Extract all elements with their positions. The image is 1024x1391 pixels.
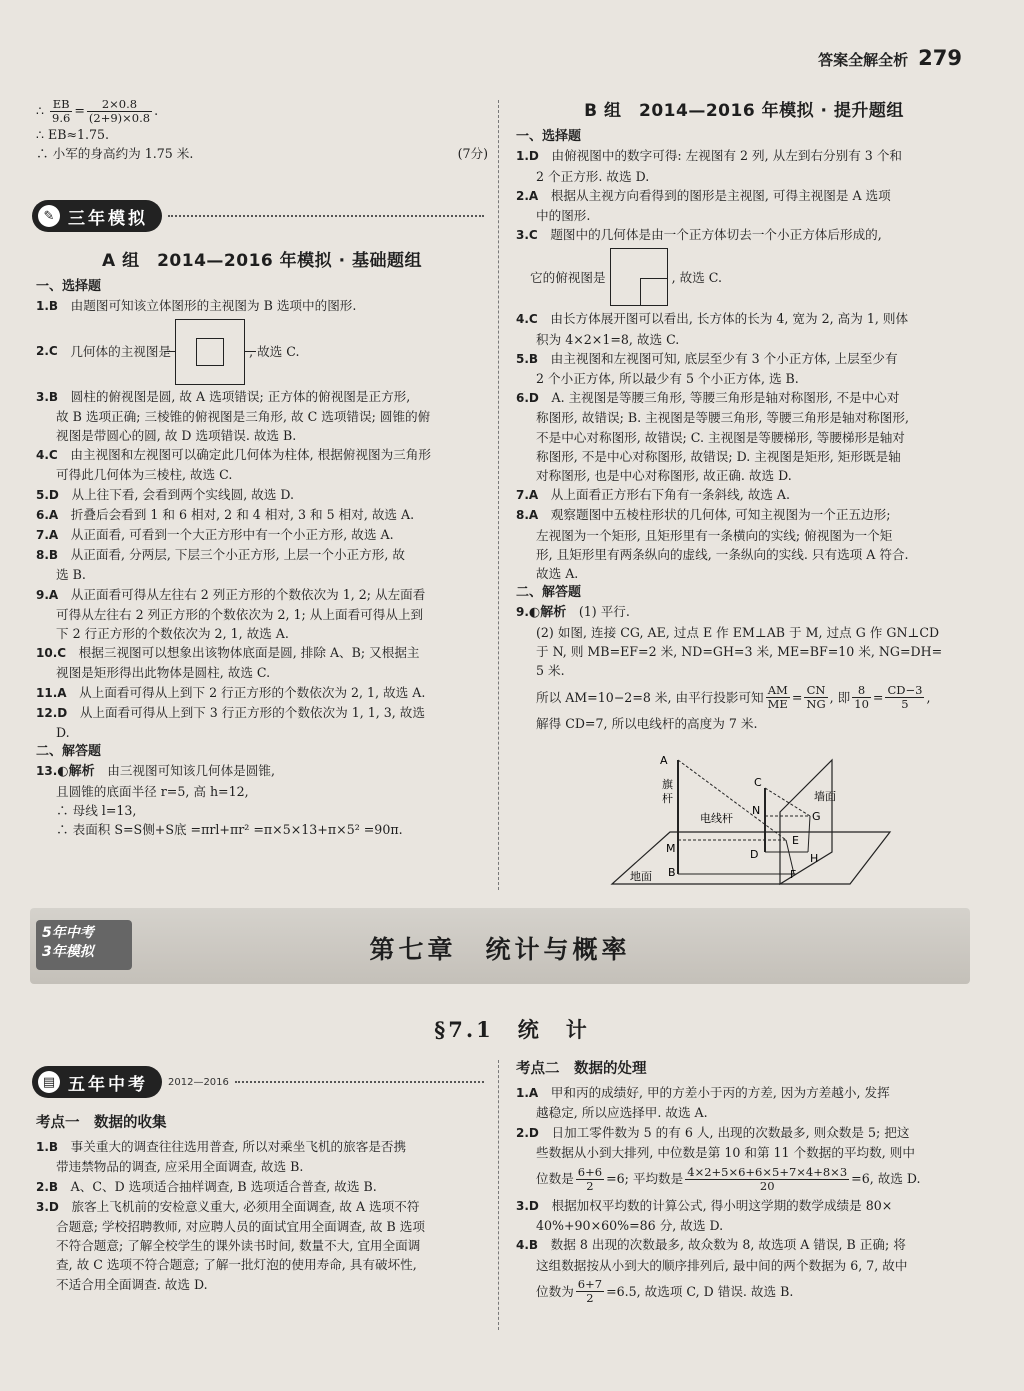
answer-number: 11.A bbox=[36, 685, 67, 700]
answer-item bbox=[516, 245, 972, 309]
answer-text: 不适合用全面调查. 故选 D. bbox=[56, 1276, 208, 1292]
answer-text: 圆柱的俯视图是圆, 故 A 选项错误; 正方体的俯视图是正方形, bbox=[70, 388, 411, 404]
label-h: H bbox=[810, 852, 819, 865]
answer-number: 5.D bbox=[36, 487, 59, 502]
answer-text: A、C、D 选项适合抽样调查, B 选项适合普查, 故选 B. bbox=[70, 1178, 377, 1194]
answer-text: 不是中心对称图形, 故错误; C. 主视图是等腰梯形, 等腰梯形是轴对 bbox=[536, 429, 905, 445]
answer-formula bbox=[516, 1162, 972, 1196]
answer-text: ∴ 母线 l=13, bbox=[56, 802, 137, 818]
section-pill-san-nian-mo-ni bbox=[32, 200, 484, 232]
numerator: 2×0.8 bbox=[101, 97, 138, 111]
answer-formula bbox=[516, 680, 972, 714]
answer-text: , 故选 C. bbox=[671, 269, 722, 285]
answer-text: 积为 4×2×1=8, 故选 C. bbox=[536, 331, 680, 347]
section-heading: 一、选择题 bbox=[516, 129, 582, 145]
label-e: E bbox=[792, 834, 799, 847]
fraction bbox=[685, 1166, 849, 1193]
answer-text: 甲和丙的成绩好, 甲的方差小于丙的方差, 因为方差越小, 发挥 bbox=[550, 1085, 890, 1101]
therefore-sign: ∴ bbox=[36, 103, 45, 118]
answer-text: 从上面看可得从上到下 2 行正方形的个数依次为 2, 1, 故选 A. bbox=[79, 684, 426, 700]
analysis-icon: ◐ bbox=[528, 605, 541, 621]
left-line bbox=[164, 351, 176, 352]
answer-text: =6.5, 故选项 C, D 错误. 故选 B. bbox=[606, 1284, 794, 1300]
answer-item bbox=[36, 703, 488, 723]
fraction bbox=[885, 684, 924, 711]
fraction bbox=[852, 684, 871, 711]
column-divider bbox=[498, 1060, 499, 1330]
answer-number: 5.B bbox=[516, 351, 539, 366]
label-wall: 墙面 bbox=[814, 790, 836, 803]
answer-text: 对称图形, 也是中心对称图形, 故正确. 故选 D. bbox=[536, 468, 792, 484]
answer-number: 9. bbox=[516, 605, 529, 620]
section-heading: 二、解答题 bbox=[516, 585, 582, 601]
year-range: 2012—2016 bbox=[168, 1076, 229, 1088]
denominator: 9.6 bbox=[52, 111, 71, 125]
left-top-block bbox=[36, 98, 488, 163]
answer-item bbox=[36, 296, 488, 316]
answer-text: 数据 8 出现的次数最多, 故众数为 8, 故选项 A 错误, B 正确; 将 bbox=[550, 1237, 906, 1253]
answer-text: =6, 故选 D. bbox=[851, 1171, 921, 1187]
answer-text: 称图形, 故错误; B. 主视图是等腰三角形, 等腰三角形是轴对称图形, bbox=[536, 410, 909, 426]
section-pill-wu-nian-zhong-kao bbox=[32, 1066, 484, 1098]
equals: = bbox=[872, 689, 884, 705]
answer-number: 8.B bbox=[36, 548, 59, 563]
top-view-figure bbox=[610, 248, 668, 306]
answer-number: 1.A bbox=[516, 1086, 539, 1101]
numerator: 6+7 bbox=[577, 1277, 603, 1292]
answer-number: 3.C bbox=[516, 228, 538, 243]
chapter-banner bbox=[30, 908, 970, 984]
answer-number: 12.D bbox=[36, 705, 68, 720]
answer-text: 不符合题意; 了解全校学生的课外读书时间, 数量不大, 宜用全面调 bbox=[56, 1238, 421, 1254]
score: (7分) bbox=[457, 146, 488, 162]
answer-text: 题图中的几何体是由一个正方体切去一个小正方体后形成的, bbox=[550, 227, 882, 243]
group-b bbox=[516, 102, 972, 733]
answer-text: 视图是矩形得出此物体是圆柱, 故选 C. bbox=[56, 665, 271, 681]
answer-text: 称图形, 不是中心对称图形, 故错误; D. 主视图是矩形, 矩形既是轴 bbox=[536, 448, 901, 464]
answer-number: 1.B bbox=[36, 1140, 59, 1155]
kaodian-2 bbox=[516, 1056, 972, 1309]
answer-text: 40%+90×60%=86 分, 故选 D. bbox=[536, 1218, 724, 1234]
answer-text: (1) 平行. bbox=[578, 604, 630, 620]
chapter-title: 第七章 统计与概率 bbox=[369, 935, 631, 964]
section-title: §7.1 统 计 bbox=[434, 1017, 590, 1042]
answer-text: 旅客上飞机前的安检意义重大, 必须用全面调查, 故 A 选项不符 bbox=[71, 1198, 420, 1214]
inner-square bbox=[196, 338, 224, 366]
denominator: ME bbox=[767, 696, 788, 711]
line-gh bbox=[808, 816, 810, 852]
answer-text: 越稳定, 所以应选择甲. 故选 A. bbox=[536, 1105, 708, 1121]
answer-number: 4.C bbox=[516, 312, 538, 327]
denominator: 20 bbox=[685, 1179, 849, 1193]
label-b: B bbox=[668, 866, 676, 879]
analysis-icon: ◐ bbox=[57, 764, 69, 780]
fraction bbox=[804, 684, 827, 711]
denominator: (2+9)×0.8 bbox=[88, 111, 151, 125]
answer-item bbox=[516, 1123, 972, 1143]
page-header bbox=[818, 46, 962, 70]
answer-item bbox=[516, 309, 972, 329]
answer-number: 13. bbox=[36, 764, 58, 779]
answer-text: 由三视图可知该几何体是圆锥, bbox=[107, 763, 275, 779]
numerator: CN bbox=[806, 682, 826, 697]
analysis-label: 解析 bbox=[540, 605, 567, 621]
answer-text: 位数是 bbox=[536, 1171, 574, 1187]
answer-text: 视图是带圆心的圆, 故 D 选项错误. 故选 B. bbox=[56, 428, 297, 444]
conclusion: ∴ 小军的身高约为 1.75 米. bbox=[36, 146, 194, 162]
answer-text: 可得此几何体为三棱柱, 故选 C. bbox=[56, 467, 233, 483]
answer-number: 3.D bbox=[36, 1199, 59, 1214]
answer-text: 从正面看可得从左往右 2 列正方形的个数依次为 1, 2; 从左面看 bbox=[70, 586, 426, 602]
dotted-rule bbox=[168, 215, 484, 217]
answer-formula bbox=[516, 1275, 972, 1309]
answer-text: 且圆锥的底面半径 r=5, 高 h=12, bbox=[56, 783, 249, 799]
fraction bbox=[766, 684, 790, 711]
answer-text: 由长方体展开图可以看出, 长方体的长为 4, 宽为 2, 高为 1, 则体 bbox=[550, 311, 909, 327]
answer-number: 4.C bbox=[36, 448, 58, 463]
label-f: F bbox=[790, 868, 797, 881]
answer-item bbox=[36, 525, 488, 545]
answer-text: 形, 且矩形里有两条纵向的虚线, 一条纵向的实线. 只有选项 A 符合. bbox=[536, 546, 909, 562]
fraction bbox=[87, 98, 152, 125]
answer-text: , 即 bbox=[829, 689, 851, 705]
wall-plane bbox=[780, 760, 832, 884]
answer-item bbox=[516, 388, 972, 408]
answer-text: 2 个小正方体, 所以最少有 5 个小正方体, 选 B. bbox=[536, 371, 799, 387]
numerator: AM bbox=[767, 682, 788, 697]
kaodian-title: 考点一 数据的收集 bbox=[36, 1115, 167, 1131]
answer-text: 由题图可知该立体图形的主视图为 B 选项中的图形. bbox=[70, 298, 357, 314]
page-number: 279 bbox=[918, 46, 962, 70]
answer-text: ∴ 表面积 S=S侧+S底 =πrl+πr² =π×5×13+π×5² =90π. bbox=[56, 822, 403, 838]
answer-item bbox=[36, 545, 488, 565]
section-heading: 一、选择题 bbox=[36, 279, 102, 295]
answer-number: 2.A bbox=[516, 188, 539, 203]
answer-text: 它的俯视图是 bbox=[530, 269, 606, 285]
text-line bbox=[36, 144, 488, 163]
answer-number: 3.B bbox=[36, 389, 59, 404]
answer-item bbox=[36, 445, 488, 465]
pill-label: 三年模拟 bbox=[68, 208, 148, 229]
answer-text: 由主视图和左视图可知, 底层至少有 3 个小正方体, 上层至少有 bbox=[550, 350, 898, 366]
label-m: M bbox=[666, 842, 676, 855]
answer-text: 合题意; 学校招聘教师, 对应聘人员的面试宜用全面调查, 故 B 选项 bbox=[56, 1219, 425, 1235]
answer-item bbox=[516, 505, 972, 525]
answer-item bbox=[516, 349, 972, 369]
fraction bbox=[50, 98, 72, 125]
label-n: N bbox=[752, 804, 761, 817]
document-icon: ▤ bbox=[38, 1071, 60, 1093]
label-g: G bbox=[812, 810, 821, 823]
equals: = bbox=[74, 103, 85, 118]
denominator: 2 bbox=[576, 1179, 604, 1193]
answer-number: 3.D bbox=[516, 1199, 539, 1214]
answer-text: 故选 A. bbox=[536, 566, 579, 582]
answer-item bbox=[36, 317, 488, 387]
logo-line-2: 3年模拟 bbox=[42, 944, 94, 960]
answer-number: 8.A bbox=[516, 508, 539, 523]
answer-item bbox=[516, 602, 972, 622]
inner-corner-square bbox=[640, 278, 667, 305]
label-wire: 电线杆 bbox=[700, 812, 733, 825]
answer-item bbox=[36, 505, 488, 525]
answer-text: 5 米. bbox=[536, 663, 565, 679]
answer-number: 1.D bbox=[516, 149, 539, 164]
right-line bbox=[244, 351, 256, 352]
answer-number: 6.D bbox=[516, 391, 539, 406]
sun-ray-cg bbox=[765, 788, 810, 816]
label-pole: 杆 bbox=[662, 792, 673, 805]
answer-item bbox=[36, 643, 488, 663]
pill-badge bbox=[32, 200, 162, 232]
answer-item bbox=[516, 1083, 972, 1103]
pill-label: 五年中考 bbox=[68, 1074, 148, 1095]
answer-text: 根据加权平均数的计算公式, 得小明这学期的数学成绩是 80× bbox=[551, 1198, 893, 1214]
answer-text: 查, 故 C 选项不符合题意; 了解一批灯泡的使用寿命, 具有破坏性, bbox=[56, 1257, 417, 1273]
numerator: EB bbox=[52, 97, 70, 111]
kaodian-title: 考点二 数据的处理 bbox=[516, 1061, 647, 1077]
sun-ray-ae bbox=[678, 760, 786, 840]
answer-text: 可得从左往右 2 列正方形的个数依次为 2, 1; 从上面看可得从上到 bbox=[56, 606, 424, 622]
label-flag: 旗 bbox=[662, 778, 673, 791]
section-heading: 二、解答题 bbox=[36, 744, 102, 760]
pencil-icon: ✎ bbox=[38, 205, 60, 227]
group-a bbox=[36, 246, 488, 839]
period: . bbox=[154, 103, 159, 118]
answer-number: 2.C bbox=[36, 344, 58, 358]
answer-text: 选 B. bbox=[56, 567, 86, 583]
front-view-figure bbox=[175, 319, 245, 385]
answer-number: 2.D bbox=[516, 1125, 539, 1140]
answer-number: 1.B bbox=[36, 299, 59, 314]
answer-number: 6.A bbox=[36, 507, 59, 522]
answer-text: 观察题图中五棱柱形状的几何体, 可知主视图为一个正五边形; bbox=[550, 507, 891, 523]
answer-text: 日加工零件数为 5 的有 6 人, 出现的次数最多, 则众数是 5; 把这 bbox=[551, 1124, 910, 1140]
group-a-title: A 组 2014—2016 年模拟 · 基础题组 bbox=[102, 251, 422, 271]
answer-text: 2 个正方形. 故选 D. bbox=[536, 168, 650, 184]
answer-text: 左视图为一个矩形, 且矩形里有一条横向的实线; 俯视图为一个矩 bbox=[536, 527, 893, 543]
formula-line bbox=[36, 98, 488, 125]
dotted-rule bbox=[235, 1081, 484, 1083]
fraction bbox=[576, 1278, 604, 1305]
answer-text: 中的图形. bbox=[536, 208, 591, 224]
answer-number: 10.C bbox=[36, 646, 67, 661]
answer-text: 事关重大的调查往往选用普查, 所以对乘坐飞机的旅客是否携 bbox=[70, 1139, 407, 1155]
answer-item bbox=[36, 683, 488, 703]
column-divider bbox=[498, 100, 499, 890]
answer-text: 位数为 bbox=[536, 1284, 574, 1300]
numerator: 8 bbox=[857, 682, 866, 697]
kaodian-1 bbox=[36, 1110, 488, 1294]
answer-number: 7.A bbox=[516, 488, 539, 503]
answer-item bbox=[36, 1177, 488, 1197]
answer-item bbox=[516, 186, 972, 206]
denominator: 5 bbox=[885, 697, 924, 711]
answer-text: 从上往下看, 会看到两个实线圆, 故选 D. bbox=[71, 486, 295, 502]
answer-item bbox=[516, 225, 972, 245]
answer-item bbox=[516, 146, 972, 166]
answer-text: 根据从主视方向看得到的图形是主视图, 可得主视图是 A 选项 bbox=[550, 187, 891, 203]
numerator: CD−3 bbox=[887, 682, 923, 697]
header-title: 答案全解全析 bbox=[818, 51, 909, 69]
answer-text: , 故选 C. bbox=[249, 344, 300, 359]
answer-text: 从正面看, 可看到一个大正方形中有一个小正方形, 故选 A. bbox=[70, 527, 394, 543]
answer-text: 于 N, 则 MB=EF=2 米, ND=GH=3 米, ME=BF=10 米, NG=DH= bbox=[536, 643, 943, 659]
answer-text: 从上面看正方形右下角有一条斜线, 故选 A. bbox=[550, 487, 790, 503]
projection-figure bbox=[600, 748, 900, 888]
label-ground: 地面 bbox=[630, 870, 652, 883]
answer-number: 9.A bbox=[36, 587, 59, 602]
answer-item bbox=[36, 387, 488, 407]
answer-item bbox=[36, 585, 488, 605]
answer-text: A. 主视图是等腰三角形, 等腰三角形是轴对称图形, 不是中心对 bbox=[551, 390, 900, 406]
answer-item bbox=[36, 761, 488, 781]
group-b-title: B 组 2014—2016 年模拟 · 提升题组 bbox=[584, 101, 904, 121]
answer-text: 根据三视图可以想象出该物体底面是圆, 排除 A、B; 又根据主 bbox=[78, 645, 420, 661]
answer-item bbox=[36, 1197, 488, 1217]
answer-text: D. bbox=[56, 725, 70, 741]
answer-item bbox=[36, 1137, 488, 1157]
answer-text: (2) 如图, 连接 CG, AE, 过点 E 作 EM⊥AB 于 M, 过点 G 作 GN⊥CD bbox=[536, 624, 940, 640]
pill-badge bbox=[32, 1066, 162, 1098]
answer-text: 从上面看可得从上到下 3 行正方形的个数依次为 1, 1, 3, 故选 bbox=[79, 704, 425, 720]
numerator: 6+6 bbox=[577, 1164, 603, 1179]
text-line: ∴ EB≈1.75. bbox=[36, 127, 110, 142]
answer-text: 这组数据按从小到大的顺序排列后, 最中间的两个数据为 6, 7, 故中 bbox=[536, 1257, 908, 1273]
numerator: 4×2+5×6+6×5+7×4+8×3 bbox=[687, 1164, 848, 1179]
denominator: NG bbox=[806, 696, 826, 711]
analysis-label: 解析 bbox=[68, 764, 95, 780]
answer-text: 由主视图和左视图可以确定此几何体为柱体, 根据俯视图为三角形 bbox=[70, 447, 431, 463]
label-a: A bbox=[660, 754, 668, 767]
answer-text: 些数据从小到大排列, 中位数是第 10 和第 11 个数据的平均数, 则中 bbox=[536, 1144, 915, 1160]
answer-item bbox=[36, 485, 488, 505]
answer-number: 2.B bbox=[36, 1179, 59, 1194]
label-d: D bbox=[750, 848, 759, 861]
answer-item bbox=[516, 1196, 972, 1216]
analysis-tag bbox=[529, 605, 566, 620]
answer-item bbox=[516, 1235, 972, 1255]
fraction bbox=[576, 1166, 604, 1193]
answer-text: 下 2 行正方形的个数依次为 2, 1, 故选 A. bbox=[56, 626, 289, 642]
answer-text: 从正面看, 分两层, 下层三个小正方形, 上层一个小正方形, 故 bbox=[70, 547, 405, 563]
answer-text: 带违禁物品的调查, 应采用全面调查, 故选 B. bbox=[56, 1159, 304, 1175]
answer-item bbox=[516, 485, 972, 505]
equals: = bbox=[791, 689, 803, 705]
answer-text: 解得 CD=7, 所以电线杆的高度为 7 米. bbox=[536, 716, 758, 732]
answer-text: 由俯视图中的数字可得: 左视图有 2 列, 从左到右分别有 3 个和 bbox=[551, 148, 903, 164]
answer-text: 折叠后会看到 1 和 6 相对, 2 和 4 相对, 3 和 5 相对, 故选 A. bbox=[70, 506, 415, 522]
answer-text: =6; 平均数是 bbox=[606, 1171, 684, 1187]
comma: , bbox=[926, 689, 931, 705]
answer-number: 7.A bbox=[36, 528, 59, 543]
analysis-tag bbox=[57, 764, 94, 779]
answer-text: 所以 AM=10−2=8 米, 由平行投影可知 bbox=[536, 689, 764, 705]
answer-text: 几何体的主视图是 bbox=[70, 344, 172, 359]
denominator: 2 bbox=[576, 1291, 604, 1305]
label-c: C bbox=[754, 776, 762, 789]
answer-text: 故 B 选项正确; 三棱锥的俯视图是三角形, 故 C 选项错误; 圆锥的俯 bbox=[56, 408, 431, 424]
denominator: 10 bbox=[854, 696, 869, 711]
logo-line-1: 5年中考 bbox=[42, 925, 94, 941]
answer-number: 4.B bbox=[516, 1238, 539, 1253]
